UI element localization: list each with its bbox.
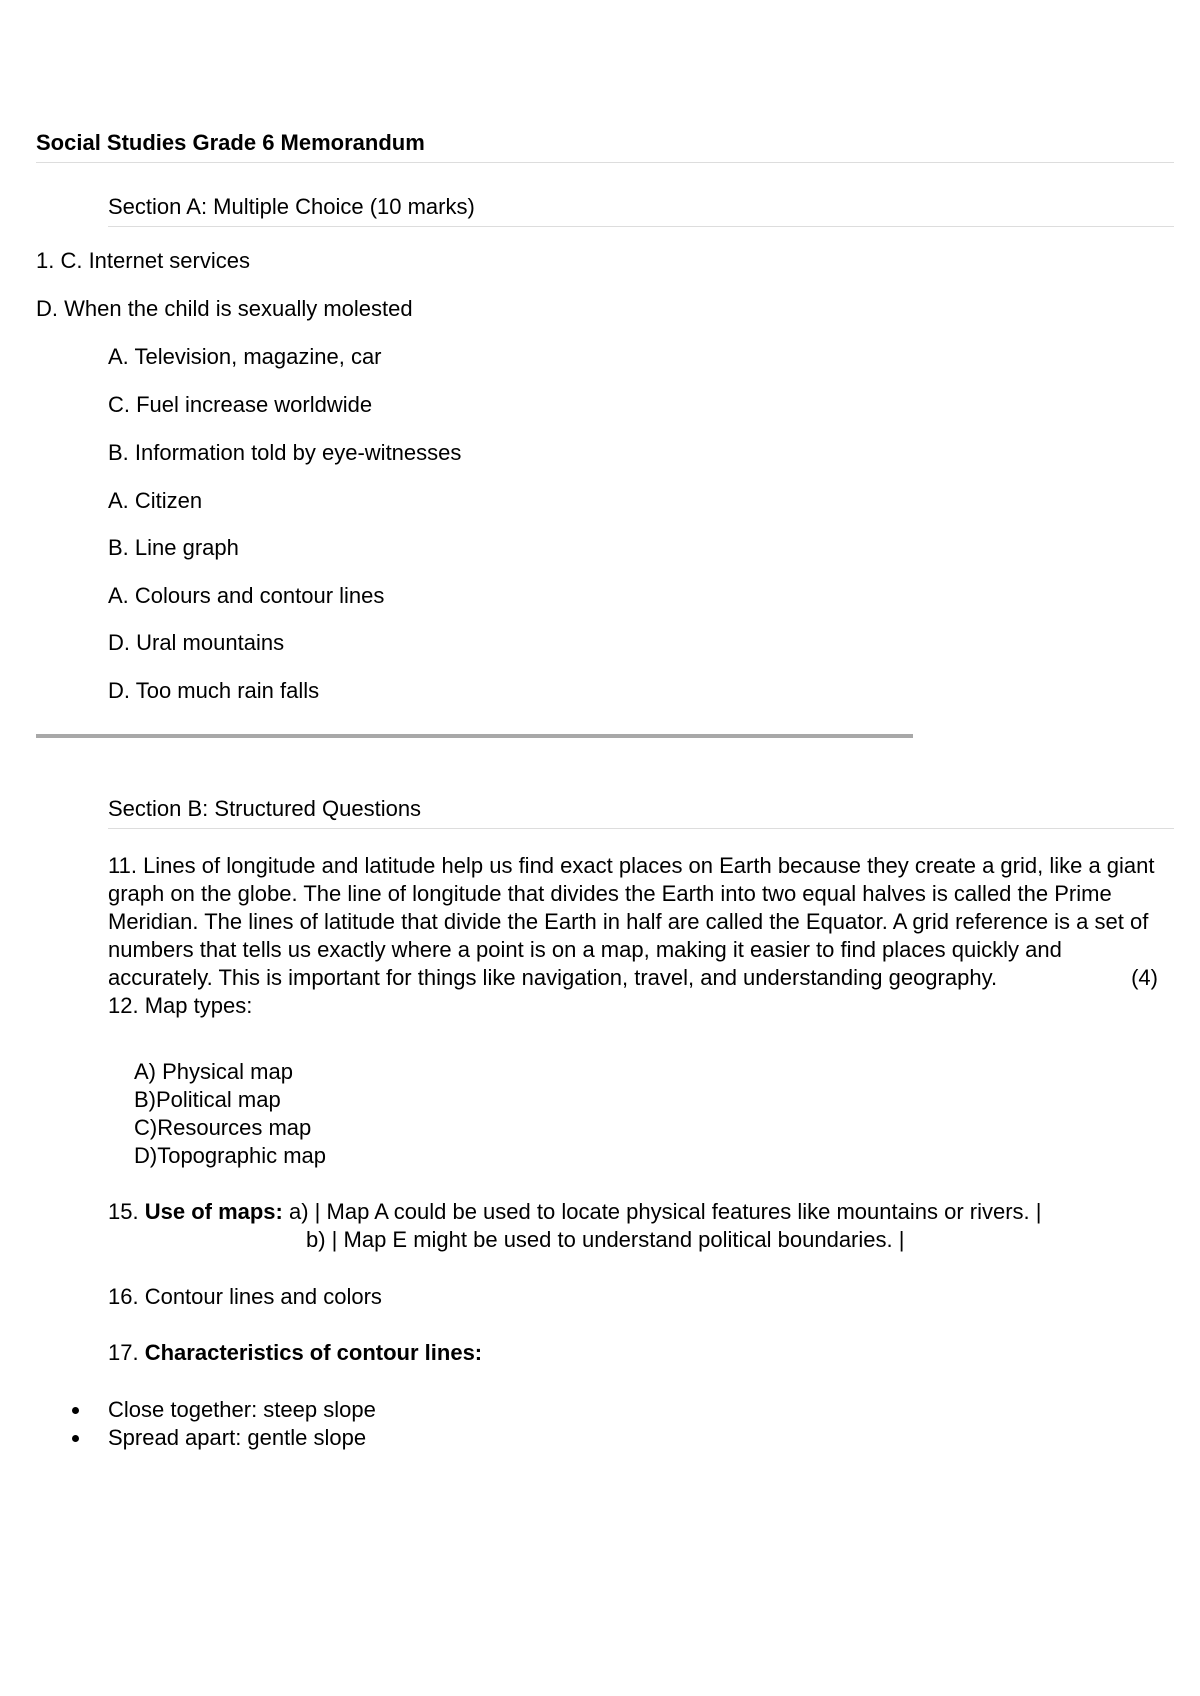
question-17-number: 17. bbox=[108, 1340, 139, 1365]
answer-2: D. When the child is sexually molested bbox=[36, 296, 413, 321]
bullet-icon bbox=[72, 1435, 79, 1442]
question-12-label: 12. Map types: bbox=[108, 993, 253, 1018]
answer-7: B. Line graph bbox=[108, 535, 239, 560]
question-16-answer: 16. Contour lines and colors bbox=[108, 1284, 382, 1309]
section-a-heading: Section A: Multiple Choice (10 marks) bbox=[108, 194, 1174, 227]
map-types-list bbox=[134, 1058, 326, 1170]
map-type-item: D)Topographic map bbox=[134, 1143, 326, 1168]
map-type-item: A) Physical map bbox=[134, 1059, 293, 1084]
section-divider bbox=[36, 734, 913, 738]
answer-10: D. Too much rain falls bbox=[108, 678, 320, 703]
list-item-text: Spread apart: gentle slope bbox=[108, 1425, 367, 1450]
section-b-heading: Section B: Structured Questions bbox=[108, 796, 1174, 829]
answer-4: C. Fuel increase worldwide bbox=[108, 392, 373, 417]
map-type-item: C)Resources map bbox=[134, 1115, 312, 1140]
answer-3: A. Television, magazine, car bbox=[108, 344, 382, 369]
answer-1: 1. C. Internet services bbox=[36, 248, 250, 273]
answer-6: A. Citizen bbox=[108, 488, 203, 513]
bullet-icon bbox=[72, 1407, 79, 1414]
question-15-line-a: a) | Map A could be used to locate physical features like mountains or rivers. | bbox=[289, 1199, 1042, 1224]
answer-5: B. Information told by eye-witnesses bbox=[108, 440, 462, 465]
contour-characteristics-list bbox=[108, 1396, 376, 1452]
question-15-number: 15. bbox=[108, 1199, 139, 1224]
list-item bbox=[108, 1396, 376, 1424]
question-11-text: 11. Lines of longitude and latitude help us find exact places on Earth because they create a grid, like a giant graph on the globe. The line of longitude that divides the Earth into two equal halves is called the Prime Meridian. The lines of latitude that divide the Earth in half are called the Equator. A grid reference is a set of numbers that tells us exactly where a point is on a map, making it easier to find places quickly and accurately. This is important for things like navigation, travel, and understanding geography. bbox=[108, 853, 1155, 990]
map-type-item: B)Political map bbox=[134, 1087, 281, 1112]
question-15-line-b: b) | Map E might be used to understand political boundaries. | bbox=[306, 1227, 905, 1252]
question-11-marks: (4) bbox=[1131, 965, 1158, 990]
question-11-answer bbox=[108, 852, 1158, 1020]
question-17-label: Characteristics of contour lines: bbox=[144, 1340, 483, 1365]
list-item-text: Close together: steep slope bbox=[108, 1397, 376, 1422]
question-15-answer bbox=[108, 1198, 1041, 1254]
document-title: Social Studies Grade 6 Memorandum bbox=[36, 130, 1174, 163]
question-15-label: Use of maps: bbox=[144, 1199, 283, 1224]
list-item bbox=[108, 1424, 376, 1452]
question-17-heading bbox=[108, 1340, 482, 1366]
answer-9: D. Ural mountains bbox=[108, 630, 285, 655]
answer-8: A. Colours and contour lines bbox=[108, 583, 385, 608]
